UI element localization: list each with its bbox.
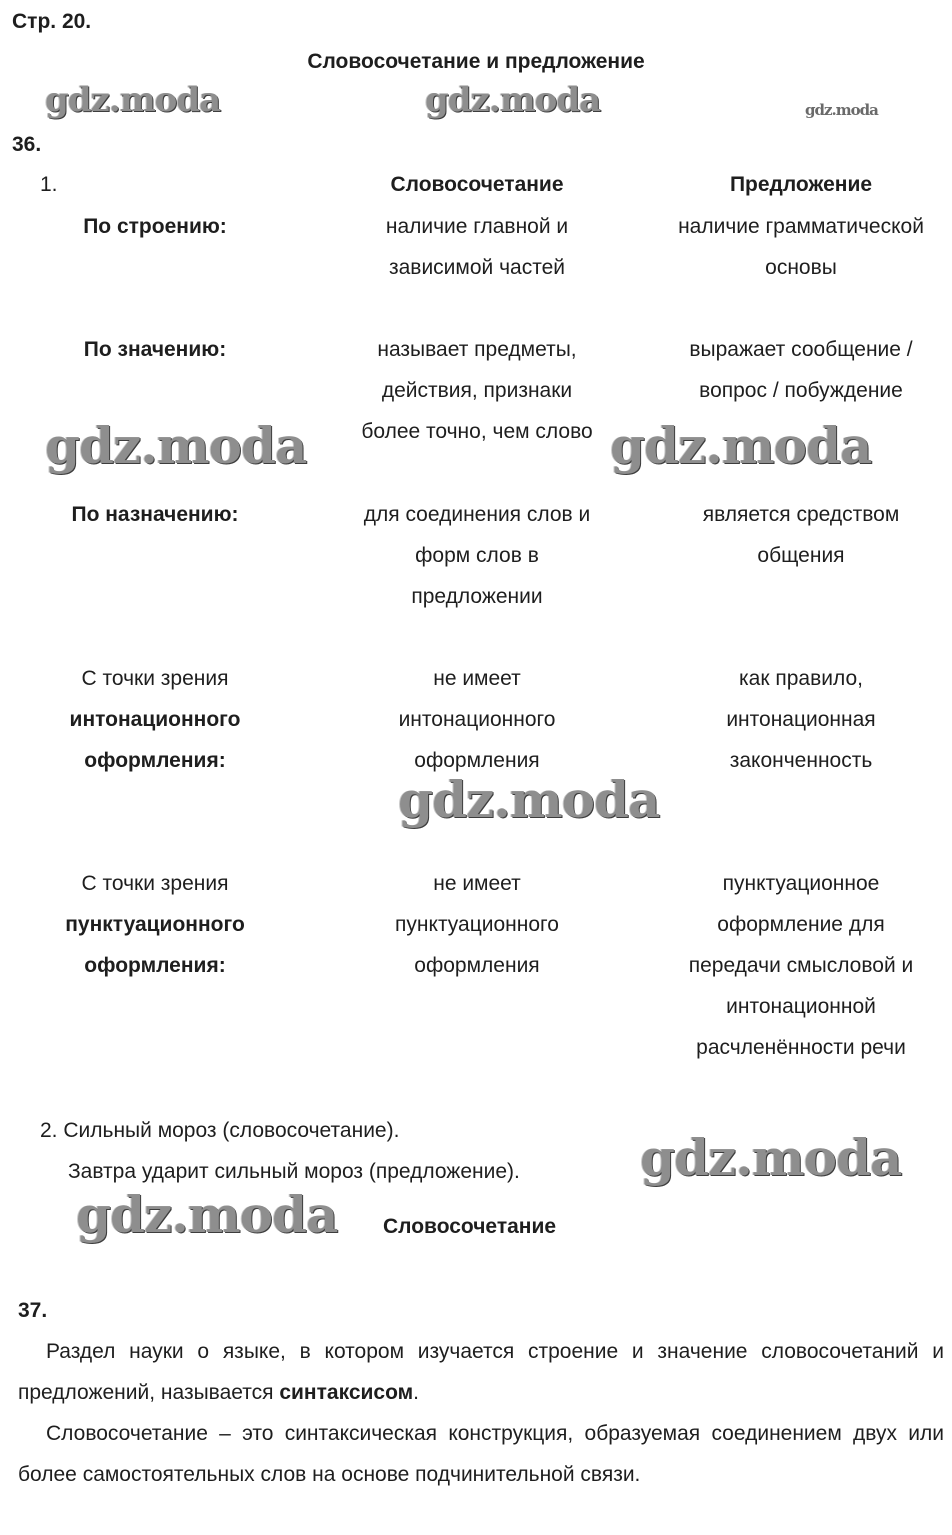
watermark-logo: gdz.moda <box>610 416 872 475</box>
cell-line: передачи смысловой и <box>688 954 914 977</box>
cell-line: оформления <box>414 954 540 977</box>
cell-line: действия, признаки <box>381 379 573 402</box>
task-number: 37. <box>18 1299 48 1322</box>
phrase-cell <box>338 658 616 781</box>
column-header-sentence: Предложение <box>729 173 873 196</box>
criterion-text: оформления: <box>84 954 226 977</box>
cell-line: наличие главной и <box>385 215 569 238</box>
phrase-cell <box>338 863 616 986</box>
example-sentence: Завтра ударит сильный мороз (предложение). <box>68 1160 520 1183</box>
phrase-cell <box>338 494 616 617</box>
example-phrase: 2. Сильный мороз (словосочетание). <box>40 1119 400 1142</box>
cell-line: называет предметы, <box>377 338 577 361</box>
cell-line: более точно, чем слово <box>361 420 593 443</box>
sentence-cell <box>650 863 952 1068</box>
cell-line: интонационная <box>726 708 876 731</box>
term-syntax: синтаксисом <box>279 1381 414 1404</box>
watermark-logo: gdz.moda <box>398 770 660 829</box>
cell-line: интонационного <box>398 708 556 731</box>
criterion-text: интонационного <box>69 708 241 731</box>
item-number: 1. <box>40 173 58 196</box>
cell-line: интонационной <box>726 995 876 1018</box>
page-title: Словосочетание и предложение <box>307 50 645 73</box>
criterion-text: С точки зрения <box>81 872 229 895</box>
cell-line: предложении <box>411 585 543 608</box>
task-number: 36. <box>12 133 42 156</box>
criterion-text: пунктуационного <box>65 913 245 936</box>
phrase-cell <box>338 206 616 288</box>
paragraph-text: . <box>413 1381 420 1404</box>
page-label: Стр. 20. <box>12 10 92 33</box>
table-row-punctuation <box>0 863 310 986</box>
cell-line: как правило, <box>739 667 863 690</box>
cell-line: наличие грамматической <box>678 215 924 238</box>
watermark-logo: gdz.moda <box>45 416 307 475</box>
watermark-logo: gdz.moda <box>45 80 221 120</box>
cell-line: оформление для <box>717 913 885 936</box>
cell-line: общения <box>757 544 845 567</box>
watermark-logo: gdz.moda <box>425 80 601 120</box>
cell-line: выражает сообщение / <box>689 338 913 361</box>
table-row-intonation <box>0 658 310 781</box>
sentence-cell <box>650 494 952 576</box>
cell-line: законченность <box>729 749 873 772</box>
definition-paragraph: Словосочетание – это синтаксическая конструкция, образуемая соединением двух или более самостоятельных слов на основе подчинительной связи. <box>18 1422 944 1486</box>
sentence-cell <box>650 329 952 411</box>
cell-line: не имеет <box>433 872 521 895</box>
sentence-cell <box>650 658 952 781</box>
cell-line: форм слов в <box>415 544 539 567</box>
table-row-purpose <box>0 494 310 535</box>
cell-line: пунктуационное <box>722 872 880 895</box>
criterion-text: По значению: <box>83 338 227 361</box>
cell-line: является средством <box>702 503 900 526</box>
criterion-text: С точки зрения <box>81 667 229 690</box>
answer-text: Словосочетание <box>383 1215 557 1238</box>
criterion-text: По назначению: <box>71 503 239 526</box>
cell-line: оформления <box>414 749 540 772</box>
cell-line: вопрос / побуждение <box>699 379 903 402</box>
cell-line: пунктуационного <box>395 913 559 936</box>
criterion-text: По строению: <box>83 215 227 238</box>
cell-line: для соединения слов и <box>363 503 591 526</box>
cell-line: расчленённости речи <box>696 1036 906 1059</box>
cell-line: основы <box>765 256 837 279</box>
table-row-structure <box>0 206 310 247</box>
watermark-logo: gdz.moda <box>76 1185 338 1244</box>
column-header-phrase: Словосочетание <box>390 173 564 196</box>
table-row-meaning <box>0 329 310 370</box>
paragraph-text: Раздел науки о языке, в котором изучается строение и значение словосочетаний и предложений, называется <box>18 1340 944 1404</box>
cell-line: зависимой частей <box>388 256 566 279</box>
definition-paragraph <box>18 1331 944 1413</box>
sentence-cell <box>650 206 952 288</box>
watermark-logo: gdz.moda <box>640 1128 902 1187</box>
phrase-cell <box>338 329 616 452</box>
watermark-logo: gdz.moda <box>805 101 878 119</box>
criterion-text: оформления: <box>84 749 226 772</box>
cell-line: не имеет <box>433 667 521 690</box>
